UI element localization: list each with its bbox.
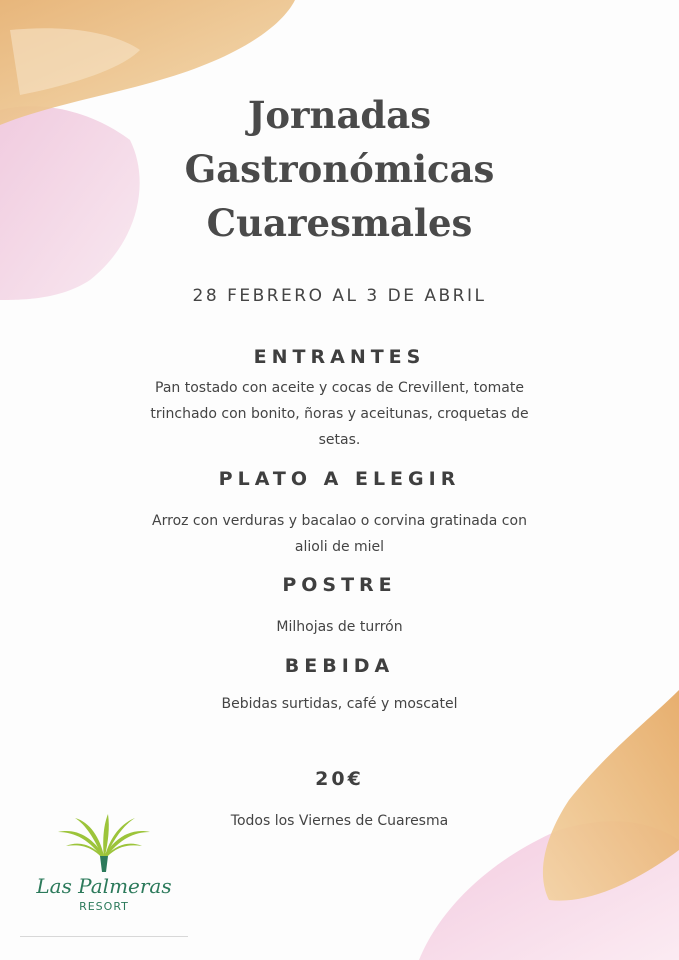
section-heading-entrantes: ENTRANTES bbox=[253, 346, 426, 368]
palm-tree-icon bbox=[20, 810, 188, 874]
text-line: Bebidas surtidas, café y moscatel bbox=[221, 696, 458, 712]
section-text-plato bbox=[100, 508, 579, 560]
resort-logo bbox=[20, 810, 188, 936]
text-line: trinchado con bonito, ñoras y aceitunas, croquetas de bbox=[150, 406, 529, 422]
page-title bbox=[0, 88, 679, 250]
section-text-postre bbox=[100, 614, 579, 640]
text-line: Pan tostado con aceite y cocas de Crevillent, tomate bbox=[155, 380, 524, 396]
text-line: Arroz con verduras y bacalao o corvina gratinada con bbox=[152, 513, 527, 529]
text-line: alioli de miel bbox=[294, 539, 385, 555]
schedule-text: Todos los Viernes de Cuaresma bbox=[230, 813, 449, 829]
price: 20€ bbox=[315, 768, 364, 790]
text-line: setas. bbox=[318, 432, 361, 448]
text-line: Milhojas de turrón bbox=[276, 619, 403, 635]
section-heading-plato: PLATO A ELEGIR bbox=[218, 468, 461, 490]
section-heading-bebida: BEBIDA bbox=[284, 655, 395, 677]
title-line: Gastronómicas bbox=[184, 147, 495, 191]
section-heading-postre: POSTRE bbox=[282, 574, 397, 596]
title-line: Jornadas bbox=[247, 93, 432, 137]
logo-name: Las Palmeras bbox=[36, 874, 172, 898]
event-dates: 28 FEBRERO AL 3 DE ABRIL bbox=[192, 286, 487, 306]
logo-subtitle: RESORT bbox=[79, 900, 129, 913]
section-text-bebida bbox=[100, 691, 579, 717]
title-line: Cuaresmales bbox=[206, 201, 473, 245]
section-text-entrantes bbox=[100, 375, 579, 453]
logo-divider bbox=[20, 936, 188, 937]
